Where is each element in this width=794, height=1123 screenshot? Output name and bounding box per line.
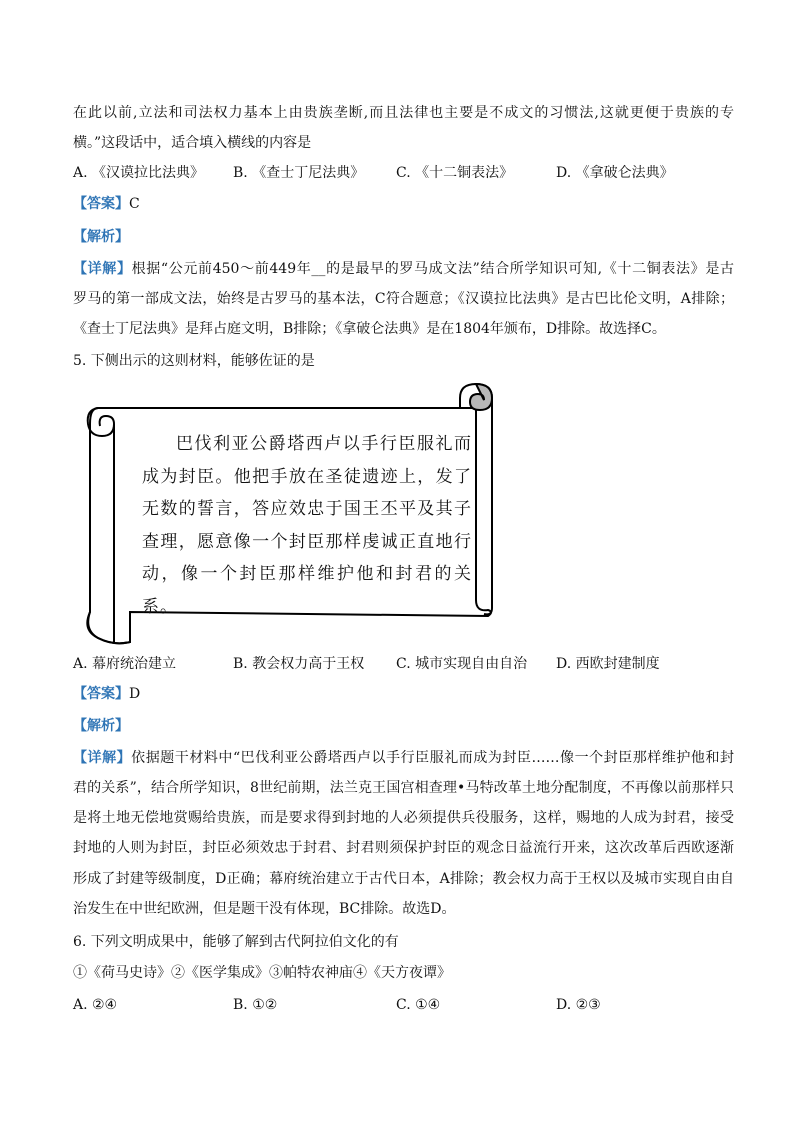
q6-items: ①《荷马史诗》②《医学集成》③帕特农神庙④《天方夜谭》: [73, 965, 451, 981]
q6-option-c: C. ①④: [396, 997, 441, 1013]
q5-analysis-tag: 【解析】: [73, 718, 129, 734]
q5-option-a: A. 幕府统治建立: [73, 656, 177, 672]
q4-option-c: C. 《十二铜表法》: [396, 165, 514, 181]
scroll-material-text: 巴伐利亚公爵塔西卢以手行臣服礼而成为封臣。他把手放在圣徒遗迹上，发了无数的誓言，答应效忠于国王丕平及其子查理，愿意像一个封臣那样虔诚正直地行动，像一个封臣那样维护他和封君的关系。: [142, 434, 472, 617]
q5-detail-tag: 【详解】: [73, 750, 132, 766]
q5-option-c: C. 城市实现自由自治: [396, 656, 528, 672]
q4-answer-tag: 【答案】: [73, 196, 129, 212]
q4-detail-tag: 【详解】: [73, 261, 132, 277]
q4-option-b: B. 《查士丁尼法典》: [233, 165, 365, 181]
q5-answer-row: [73, 684, 734, 704]
q6-option-d: D. ②③: [556, 997, 601, 1013]
q4-answer-value: C: [129, 196, 140, 212]
q5-answer-tag: 【答案】: [73, 686, 129, 702]
q5-detail-line-4: 封地的人则为封臣，封臣必须效忠于封君、封君则须保护封臣的观念日益流行开来，这次改革后西欧逐渐: [73, 840, 734, 856]
q4-answer-row: [73, 194, 734, 214]
q5-detail-text-1: 依据题干材料中“巴伐利亚公爵塔西卢以手行臣服礼而成为封臣……像一个封臣那样维护他和封: [131, 750, 735, 766]
q4-detail-line-1: [73, 259, 734, 279]
q6-stem: 6. 下列文明成果中，能够了解到古代阿拉伯文化的有: [73, 934, 399, 950]
q4-analysis-tag: 【解析】: [73, 229, 129, 245]
q5-detail-line-6: 治发生在中世纪欧洲，但是题干没有体现，BC排除。故选D。: [73, 901, 456, 917]
q5-detail-line-5: 形成了封建等级制度，D正确；幕府统治建立于古代日本，A排除；教会权力高于王权以及城市实现自由自: [73, 871, 734, 887]
q4-stem-line-1: 在此以前,立法和司法权力基本上由贵族垄断,而且法律也主要是不成文的习惯法,这就更便于贵族的专: [73, 105, 734, 121]
q4-option-a: A. 《汉谟拉比法典》: [73, 165, 205, 181]
q5-detail-line-1: [73, 748, 734, 768]
q5-option-b: B. 教会权力高于王权: [233, 656, 365, 672]
q4-option-d: D. 《拿破仑法典》: [556, 165, 674, 181]
scroll-right-curl: [470, 384, 492, 410]
q5-stem: 5. 下侧出示的这则材料，能够佐证的是: [73, 353, 315, 369]
q5-answer-value: D: [129, 686, 141, 702]
q5-analysis-row: [73, 716, 734, 736]
q6-option-b: B. ①②: [233, 997, 278, 1013]
q4-analysis-row: [73, 227, 734, 247]
q5-option-d: D. 西欧封建制度: [556, 656, 660, 672]
q4-detail-text-1: 根据“公元前450～前449年__的是最早的罗马成文法”结合所学知识可知,《十二铜表法》是古: [131, 261, 734, 277]
scroll-material: [142, 428, 472, 623]
q4-detail-line-2: 罗马的第一部成文法，始终是古罗马的基本法，C符合题意；《汉谟拉比法典》是古巴比伦文明，A排除；: [73, 291, 734, 307]
q5-detail-line-3: 是将土地无偿地赏赐给贵族，而是要求得到封地的人必须提供兵役服务，这样，赐地的人成为封君，接受: [73, 810, 734, 826]
q4-detail-line-3: 《查士丁尼法典》是拜占庭文明，B排除；《拿破仑法典》是在1804年颁布，D排除。故选择C。: [73, 321, 666, 337]
q5-detail-line-2: 君的关系”，结合所学知识，8世纪前期，法兰克王国宫相查理•马特改革土地分配制度，不再像以前那样只: [73, 780, 734, 796]
q6-option-a: A. ②④: [73, 997, 118, 1013]
q4-stem-line-2: 横。”这段话中，适合填入横线的内容是: [73, 135, 312, 151]
